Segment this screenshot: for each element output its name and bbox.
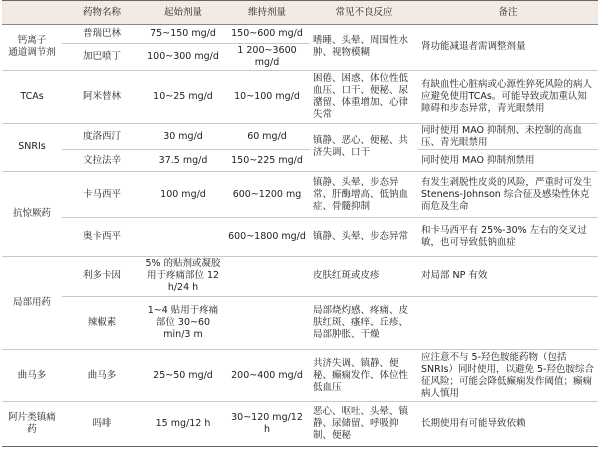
drug-name-cell: 普瑞巴林 xyxy=(62,25,142,44)
table-row xyxy=(2,256,598,296)
maintenance-dose-cell xyxy=(224,256,310,296)
maintenance-dose-cell: 600~1800 mg/d xyxy=(224,218,310,256)
header-row xyxy=(2,1,598,25)
table-row xyxy=(2,218,598,256)
drug-name-cell: 吗啡 xyxy=(62,402,142,447)
table-row xyxy=(2,297,598,350)
adverse-reaction-cell: 镇静、恶心、便秘、共济失调、口干 xyxy=(310,123,418,171)
note-cell: 对局部 NP 有效 xyxy=(418,256,598,296)
maintenance-dose-cell: 150~600 mg/d xyxy=(224,25,310,44)
maintenance-dose-cell xyxy=(224,297,310,350)
start-dose-cell: 25~50 mg/d xyxy=(142,350,224,402)
note-cell xyxy=(418,297,598,350)
adverse-reaction-cell: 皮肤红斑或皮疹 xyxy=(310,256,418,296)
drug-name-cell: 阿米替林 xyxy=(62,70,142,123)
drug-class-cell: SNRIs xyxy=(2,123,62,171)
header-start-dose: 起始剂量 xyxy=(142,1,224,25)
adverse-reaction-cell: 恶心、呕吐、头晕、镇静、尿储留、呼吸抑制、便秘 xyxy=(310,402,418,447)
drug-name-cell: 辣椒素 xyxy=(62,297,142,350)
drug-name-cell: 度洛西汀 xyxy=(62,123,142,150)
maintenance-dose-cell: 30~120 mg/12 h xyxy=(224,402,310,447)
drug-class-cell: 曲马多 xyxy=(2,350,62,402)
adverse-reaction-cell: 嗜睡、头晕、周围性水肿、视物模糊 xyxy=(310,25,418,71)
adverse-reaction-cell: 局部烧灼感、疼痛、皮肤红斑、瘙痒、丘疹、局部肿胀、干燥 xyxy=(310,297,418,350)
drug-class-cell: 抗惊厥药 xyxy=(2,171,62,256)
start-dose-cell: 100~300 mg/d xyxy=(142,44,224,71)
table-row xyxy=(2,350,598,402)
start-dose-cell xyxy=(142,218,224,256)
drug-table xyxy=(2,0,598,447)
drug-name-cell: 曲马多 xyxy=(62,350,142,402)
header-class xyxy=(2,1,62,25)
note-cell: 有缺血性心脏病或心源性猝死风险的病人应避免使用TCAs。可能导致或加重认知障碍和步态异常，青光眼禁用 xyxy=(418,70,598,123)
header-drug-name: 药物名称 xyxy=(62,1,142,25)
table-row xyxy=(2,150,598,171)
header-notes: 备注 xyxy=(418,1,598,25)
note-cell: 同时使用 MAO 抑制剂、未控制的高血压、青光眼禁用 xyxy=(418,123,598,150)
header-maintenance-dose: 维持剂量 xyxy=(224,1,310,25)
table-row xyxy=(2,171,598,218)
note-cell: 肾功能减退者需调整剂量 xyxy=(418,25,598,71)
note-cell: 有发生剥脱性皮炎的风险，严重时可发生 Stenens-Johnson 综合征及感染性休克而危及生命 xyxy=(418,171,598,218)
adverse-reaction-cell: 镇静、头晕、步态异常 xyxy=(310,218,418,256)
drug-class-cell: 钙离子 通道调节剂 xyxy=(2,25,62,71)
start-dose-cell: 1~4 贴用于疼痛部位 30~60 min/3 m xyxy=(142,297,224,350)
maintenance-dose-cell: 150~225 mg/d xyxy=(224,150,310,171)
header-adverse-reactions: 常见不良反应 xyxy=(310,1,418,25)
start-dose-cell: 75~150 mg/d xyxy=(142,25,224,44)
note-cell: 同时使用 MAO 抑制剂禁用 xyxy=(418,150,598,171)
drug-class-cell: TCAs xyxy=(2,70,62,123)
table-row xyxy=(2,70,598,123)
adverse-reaction-cell: 镇静、头晕、步态异常、肝酶增高、低钠血症、骨髓抑制 xyxy=(310,171,418,218)
start-dose-cell: 100 mg/d xyxy=(142,171,224,218)
drug-name-cell: 卡马西平 xyxy=(62,171,142,218)
adverse-reaction-cell: 困倦、困惑、体位性低血压、口干、便秘、尿潴留、体重增加、心律失常 xyxy=(310,70,418,123)
note-cell: 应注意不与 5-羟色胺能药物（包括 SNRIs）同时使用，以避免 5-羟色胺综合征风险；可能会降低癫痫发作阈值；癫痫病人慎用 xyxy=(418,350,598,402)
maintenance-dose-cell: 10~100 mg/d xyxy=(224,70,310,123)
table-row xyxy=(2,25,598,44)
start-dose-cell: 10~25 mg/d xyxy=(142,70,224,123)
adverse-reaction-cell: 共济失调、镇静、便秘、癫痫发作、体位性低血压 xyxy=(310,350,418,402)
drug-name-cell: 加巴喷丁 xyxy=(62,44,142,71)
note-cell: 长期使用有可能导致依赖 xyxy=(418,402,598,447)
maintenance-dose-cell: 200~400 mg/d xyxy=(224,350,310,402)
start-dose-cell: 30 mg/d xyxy=(142,123,224,150)
drug-name-cell: 文拉法辛 xyxy=(62,150,142,171)
maintenance-dose-cell: 1 200~3600 mg/d xyxy=(224,44,310,71)
table-body xyxy=(2,25,598,447)
drug-class-cell: 阿片类镇痛药 xyxy=(2,402,62,447)
note-cell: 和卡马西平有 25%-30% 左右的交叉过敏，也可导致低钠血症 xyxy=(418,218,598,256)
drug-name-cell: 利多卡因 xyxy=(62,256,142,296)
start-dose-cell: 37.5 mg/d xyxy=(142,150,224,171)
maintenance-dose-cell: 600~1200 mg xyxy=(224,171,310,218)
drug-class-cell: 局部用药 xyxy=(2,256,62,350)
drug-name-cell: 奥卡西平 xyxy=(62,218,142,256)
table-row xyxy=(2,402,598,447)
maintenance-dose-cell: 60 mg/d xyxy=(224,123,310,150)
table-row xyxy=(2,123,598,150)
start-dose-cell: 5% 的贴剂或凝胶用于疼痛部位 12 h/24 h xyxy=(142,256,224,296)
start-dose-cell: 15 mg/12 h xyxy=(142,402,224,447)
